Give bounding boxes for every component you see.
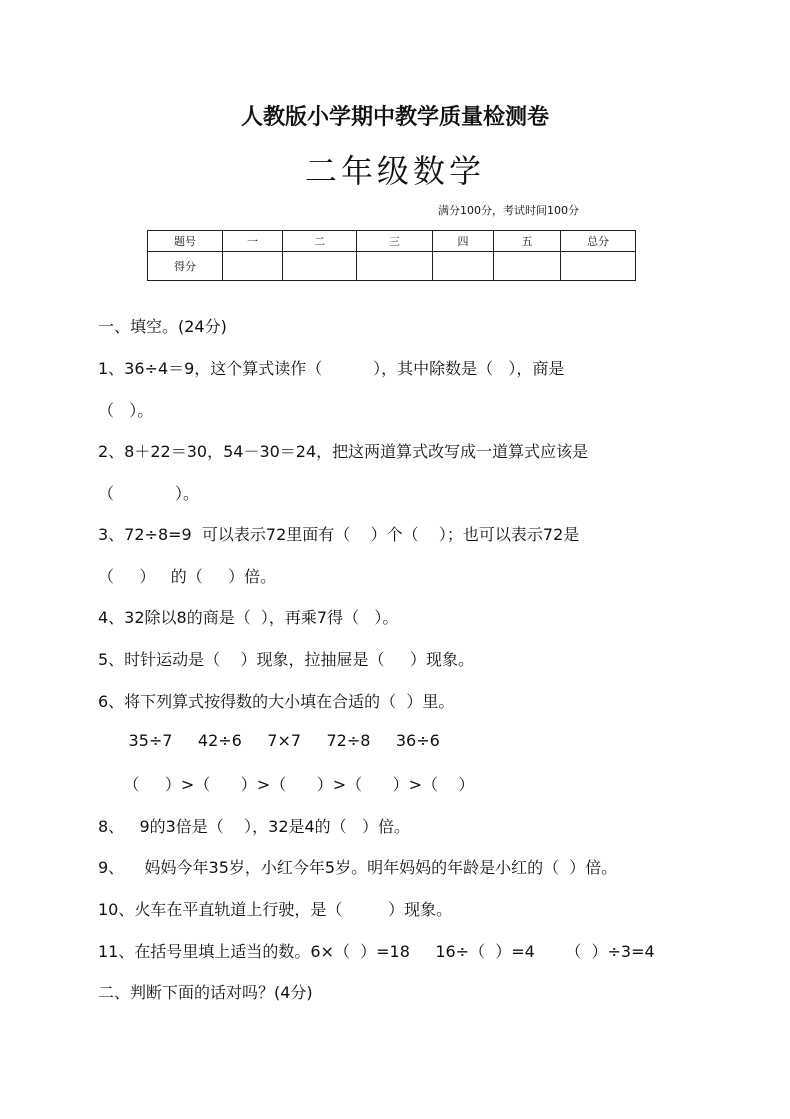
exam-info: 满分100分，考试时间100分 (438, 204, 579, 217)
score-table-header-row (148, 231, 636, 252)
exam-title: 人教版小学期中教学质量检测卷 (240, 104, 549, 130)
section-2-heading: 二、判断下面的话对吗？(4分) (98, 983, 313, 1002)
question-4: 4、32除以8的商是（ ），再乘7得（ ）。 (98, 608, 399, 627)
header-total: 总分 (561, 231, 636, 252)
question-2-continued: （ ）。 (98, 484, 200, 503)
score-cell[interactable] (561, 252, 636, 281)
score-cell[interactable] (357, 252, 433, 281)
subject-title: 二年级数学 (304, 152, 485, 190)
question-10: 10、火车在平直轨道上行驶，是（ ）现象。 (98, 900, 453, 919)
question-3-continued: （ ） 的（ ）倍。 (98, 567, 277, 586)
score-row-label: 得分 (148, 252, 223, 281)
question-2: 2、8＋22＝30，54－30＝24，把这两道算式改写成一道算式应该是 (98, 442, 589, 461)
question-9: 9、 妈妈今年35岁，小红今年5岁。明年妈妈的年龄是小红的（ ）倍。 (98, 858, 618, 877)
question-1: 1、36÷4＝9，这个算式读作（ ），其中除数是（ ），商是 (98, 359, 565, 378)
question-11: 11、在括号里填上适当的数。6×（ ）=18 16÷（ ）=4 （ ）÷3=4 (98, 942, 655, 961)
header-section-3: 三 (357, 231, 433, 252)
score-table (147, 230, 636, 281)
header-section-1: 一 (223, 231, 283, 252)
question-6-blanks: （ ）>（ ）>（ ）>（ ）>（ ） (98, 775, 475, 794)
section-1-heading: 一、填空。(24分) (98, 317, 227, 336)
header-question-number: 题号 (148, 231, 223, 252)
header-section-4: 四 (433, 231, 494, 252)
header-section-2: 二 (283, 231, 357, 252)
question-6-expressions: 35÷7 42÷6 7×7 72÷8 36÷6 (98, 731, 440, 750)
question-3: 3、72÷8=9 可以表示72里面有（ ）个（ ）；也可以表示72是 (98, 525, 580, 544)
score-cell[interactable] (433, 252, 494, 281)
question-6: 6、将下列算式按得数的大小填在合适的（ ）里。 (98, 692, 455, 711)
score-table-score-row (148, 252, 636, 281)
header-section-5: 五 (494, 231, 561, 252)
score-cell[interactable] (223, 252, 283, 281)
question-5: 5、时针运动是（ ）现象，拉抽屉是（ ）现象。 (98, 650, 474, 669)
score-cell[interactable] (283, 252, 357, 281)
question-1-continued: （ ）。 (98, 401, 154, 420)
score-cell[interactable] (494, 252, 561, 281)
question-8: 8、 9的3倍是（ ），32是4的（ ）倍。 (98, 817, 410, 836)
